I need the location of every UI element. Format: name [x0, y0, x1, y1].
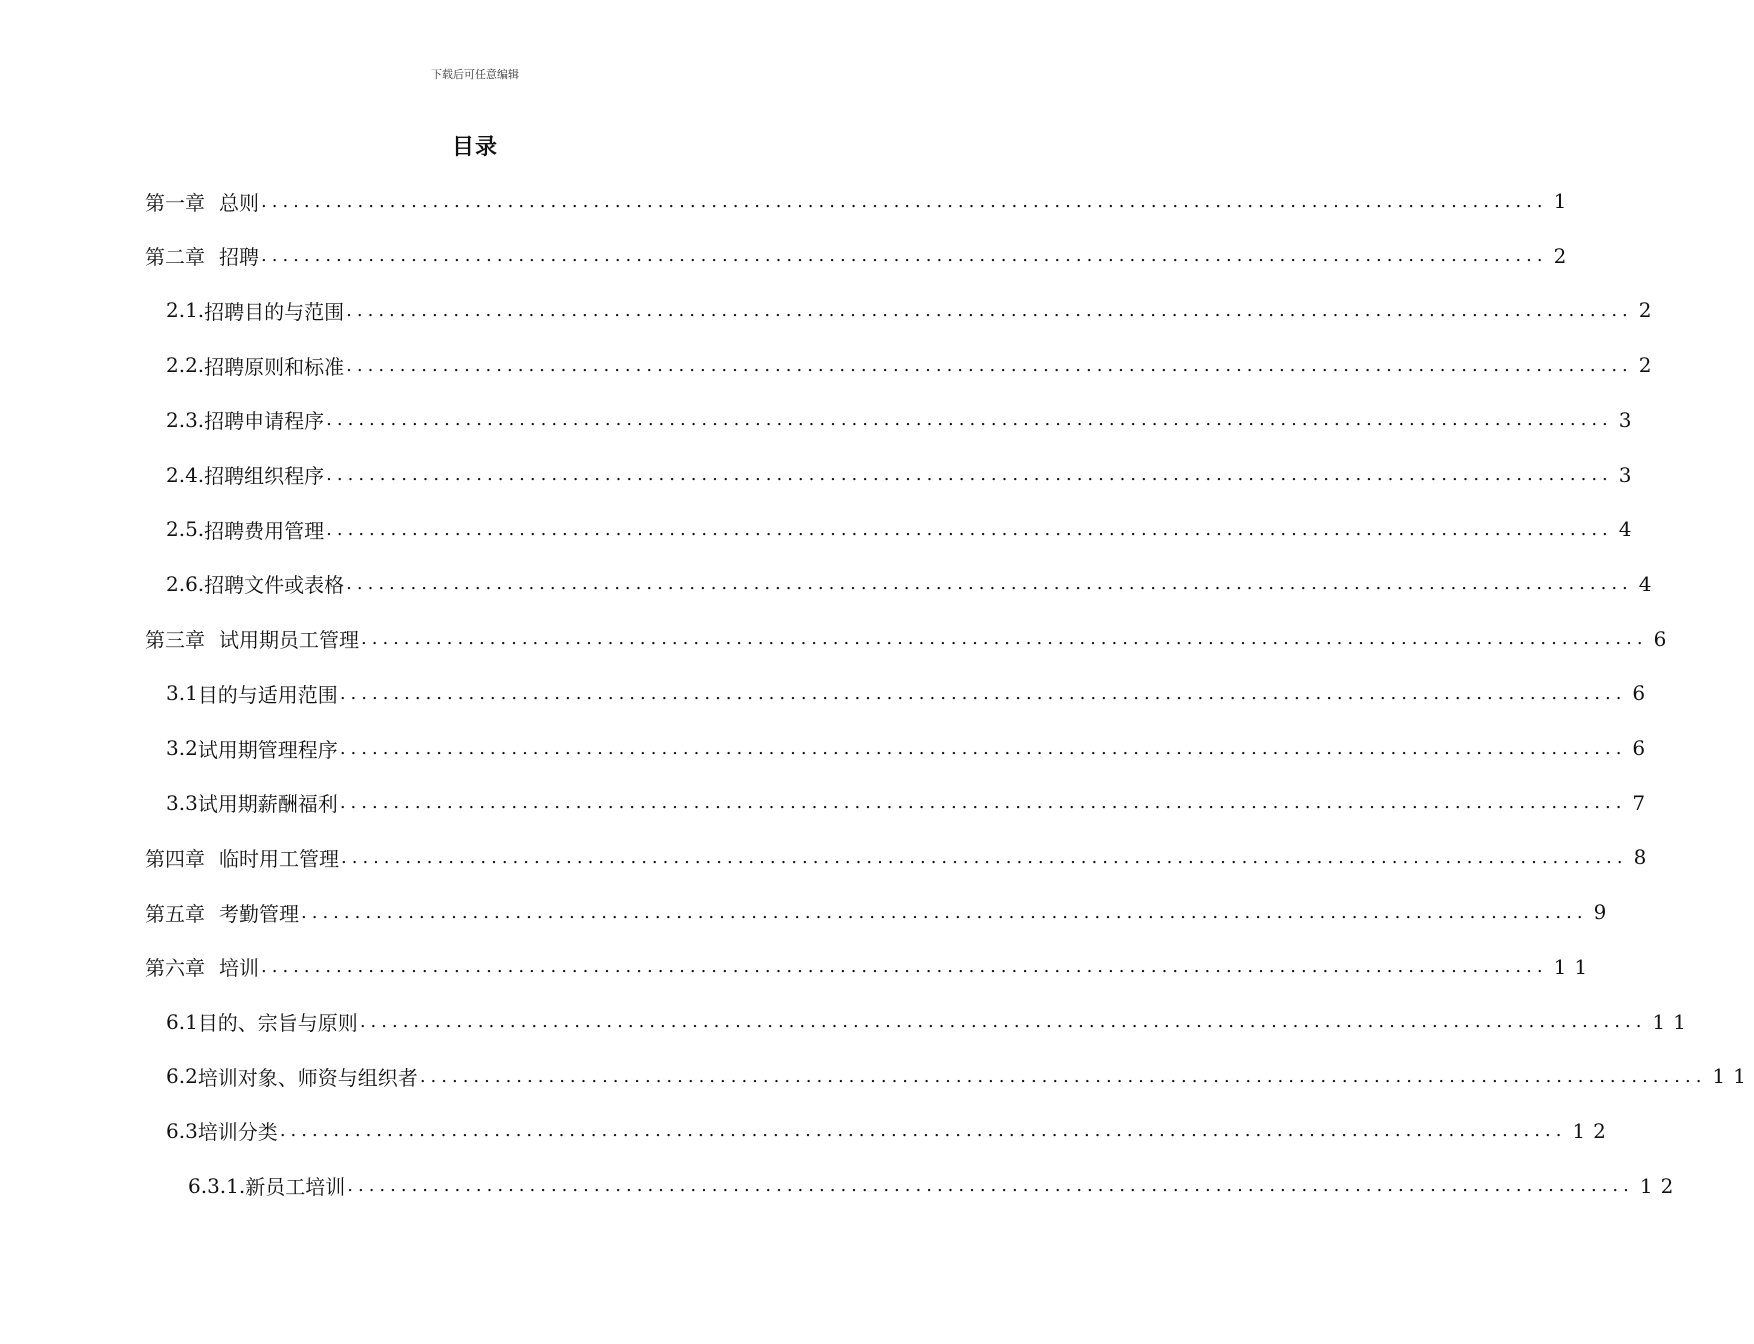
toc-entry-page: 8: [1633, 845, 1655, 870]
toc-entry-title: 考勤管理: [219, 901, 299, 926]
toc-entry-page: 2: [1638, 298, 1660, 323]
toc-entry[interactable]: [145, 619, 1675, 659]
toc-leader-dots: ........................................................................................................................: [346, 299, 1633, 321]
toc-entry-number: 2.6.: [166, 571, 205, 596]
toc-entry-title: 试用期薪酬福利: [197, 792, 338, 817]
toc-entry-number: 第四章: [145, 846, 205, 871]
toc-entry-number: 第一章: [145, 190, 205, 215]
toc-entry-number: 第六章: [145, 956, 205, 981]
toc-entry-page: 6: [1632, 736, 1654, 760]
toc-entry-title: 招聘费用管理: [204, 518, 325, 543]
toc-entry-title: 临时用工管理: [219, 846, 339, 871]
toc-entry[interactable]: [166, 1056, 1754, 1096]
toc-entry-number: 3.3: [166, 790, 198, 815]
toc-entry[interactable]: [166, 1002, 1694, 1042]
toc-entry-title: 招聘申请程序: [204, 409, 325, 434]
toc-entry-title: 招聘文件或表格: [204, 573, 345, 598]
toc-entry-title: 招聘: [219, 245, 259, 270]
toc-entry[interactable]: [145, 181, 1575, 221]
toc-entry-page: 12: [1639, 1173, 1682, 1198]
toc-entry[interactable]: [145, 837, 1655, 877]
toc-entry-page: 3: [1618, 407, 1640, 432]
toc-entry-number: 6.3.1.: [188, 1173, 246, 1198]
toc-leader-dots: ........................................................................................................................: [341, 846, 1628, 868]
toc-entry-title: 招聘原则和标准: [204, 354, 345, 379]
toc-entry-page: 4: [1638, 571, 1660, 596]
toc-entry-page: 2: [1638, 353, 1660, 378]
toc-entry[interactable]: [166, 673, 1654, 713]
toc-leader-dots: ........................................................................................................................: [346, 573, 1633, 595]
toc-leader-dots: ........................................................................................................................: [261, 245, 1548, 267]
toc-entry-number: 3.2: [166, 736, 198, 760]
toc-entry-number: 第二章: [145, 245, 205, 270]
toc-leader-dots: ........................................................................................................................: [346, 354, 1633, 376]
toc-leader-dots: ........................................................................................................................: [339, 737, 1627, 759]
toc-entry-page: 9: [1593, 900, 1615, 925]
toc-entry-page: 12: [1572, 1118, 1614, 1143]
toc-entry-title: 培训: [219, 956, 259, 981]
toc-leader-dots: ........................................................................................................................: [326, 409, 1613, 431]
toc-entry[interactable]: [166, 509, 1640, 549]
toc-entry[interactable]: [145, 236, 1575, 276]
toc-entry-page: 3: [1618, 462, 1640, 487]
toc-entry-page: 2: [1553, 243, 1575, 268]
toc-entry-title: 招聘组织程序: [204, 464, 325, 488]
toc-leader-dots: ........................................................................................................................: [419, 1065, 1707, 1087]
toc-leader-dots: ........................................................................................................................: [359, 1011, 1647, 1032]
toc-entry-page: 6: [1653, 626, 1675, 651]
toc-entry[interactable]: [166, 728, 1654, 768]
toc-entry[interactable]: [188, 1166, 1682, 1206]
toc-entry[interactable]: [166, 1111, 1614, 1151]
toc-entry-page: 11: [1652, 1009, 1694, 1034]
toc-entry-number: 3.1: [166, 681, 198, 706]
toc-entry-number: 6.1: [166, 1009, 198, 1034]
toc-entry-title: 培训对象、师资与组织者: [197, 1065, 418, 1090]
toc-entry-page: 4: [1618, 517, 1640, 542]
toc-entry-number: 2.1.: [166, 298, 205, 323]
toc-entry[interactable]: [145, 947, 1596, 987]
toc-entry[interactable]: [145, 892, 1615, 932]
page-header-note: 下载后可任意编辑: [431, 68, 519, 81]
toc-leader-dots: ........................................................................................................................: [326, 518, 1613, 540]
toc-entry[interactable]: [166, 345, 1660, 385]
toc-leader-dots: ........................................................................................................................: [279, 1120, 1567, 1142]
toc-title: 目录: [451, 134, 498, 160]
toc-entry[interactable]: [166, 564, 1660, 604]
toc-entry-title: 目的与适用范围: [197, 682, 338, 707]
toc-leader-dots: ........................................................................................................................: [261, 956, 1548, 978]
toc-entry-title: 培训分类: [197, 1120, 278, 1145]
toc-entry-number: 2.5.: [166, 517, 205, 542]
toc-entry-title: 试用期管理程序: [197, 737, 338, 762]
toc-leader-dots: ........................................................................................................................: [339, 792, 1627, 814]
toc-entry-page: 7: [1632, 790, 1654, 815]
toc-leader-dots: ........................................................................................................................: [301, 901, 1588, 923]
toc-entry-number: 2.3.: [166, 407, 205, 432]
toc-leader-dots: ........................................................................................................................: [261, 190, 1548, 212]
toc-entry-page: 1: [1553, 189, 1575, 213]
toc-leader-dots: ........................................................................................................................: [361, 628, 1648, 650]
toc-entry-page: 6: [1632, 681, 1654, 706]
toc-entry-title: 试用期员工管理: [219, 628, 359, 653]
toc-entry-number: 2.4.: [166, 462, 205, 487]
toc-entry-title: 新员工培训: [245, 1175, 346, 1200]
toc-entry-number: 6.3: [166, 1118, 198, 1143]
toc-entry-number: 2.2.: [166, 353, 205, 378]
toc-leader-dots: ........................................................................................................................: [326, 464, 1613, 485]
toc-entry[interactable]: [166, 400, 1640, 440]
toc-leader-dots: ........................................................................................................................: [339, 682, 1627, 704]
toc-entry-number: 第五章: [145, 901, 205, 926]
toc-entry-title: 目的、宗旨与原则: [197, 1011, 358, 1035]
toc-leader-dots: ........................................................................................................................: [347, 1175, 1634, 1197]
toc-entry[interactable]: [166, 290, 1660, 330]
toc-entry-page: 11: [1553, 954, 1596, 979]
toc-entry-title: 招聘目的与范围: [204, 299, 345, 324]
toc-entry-page: 11: [1712, 1064, 1754, 1089]
toc-entry-number: 第三章: [145, 628, 205, 653]
toc-entry-number: 6.2: [166, 1064, 198, 1089]
toc-entry[interactable]: [166, 455, 1640, 495]
toc-entry-title: 总则: [219, 190, 259, 215]
toc-entry[interactable]: [166, 783, 1654, 823]
